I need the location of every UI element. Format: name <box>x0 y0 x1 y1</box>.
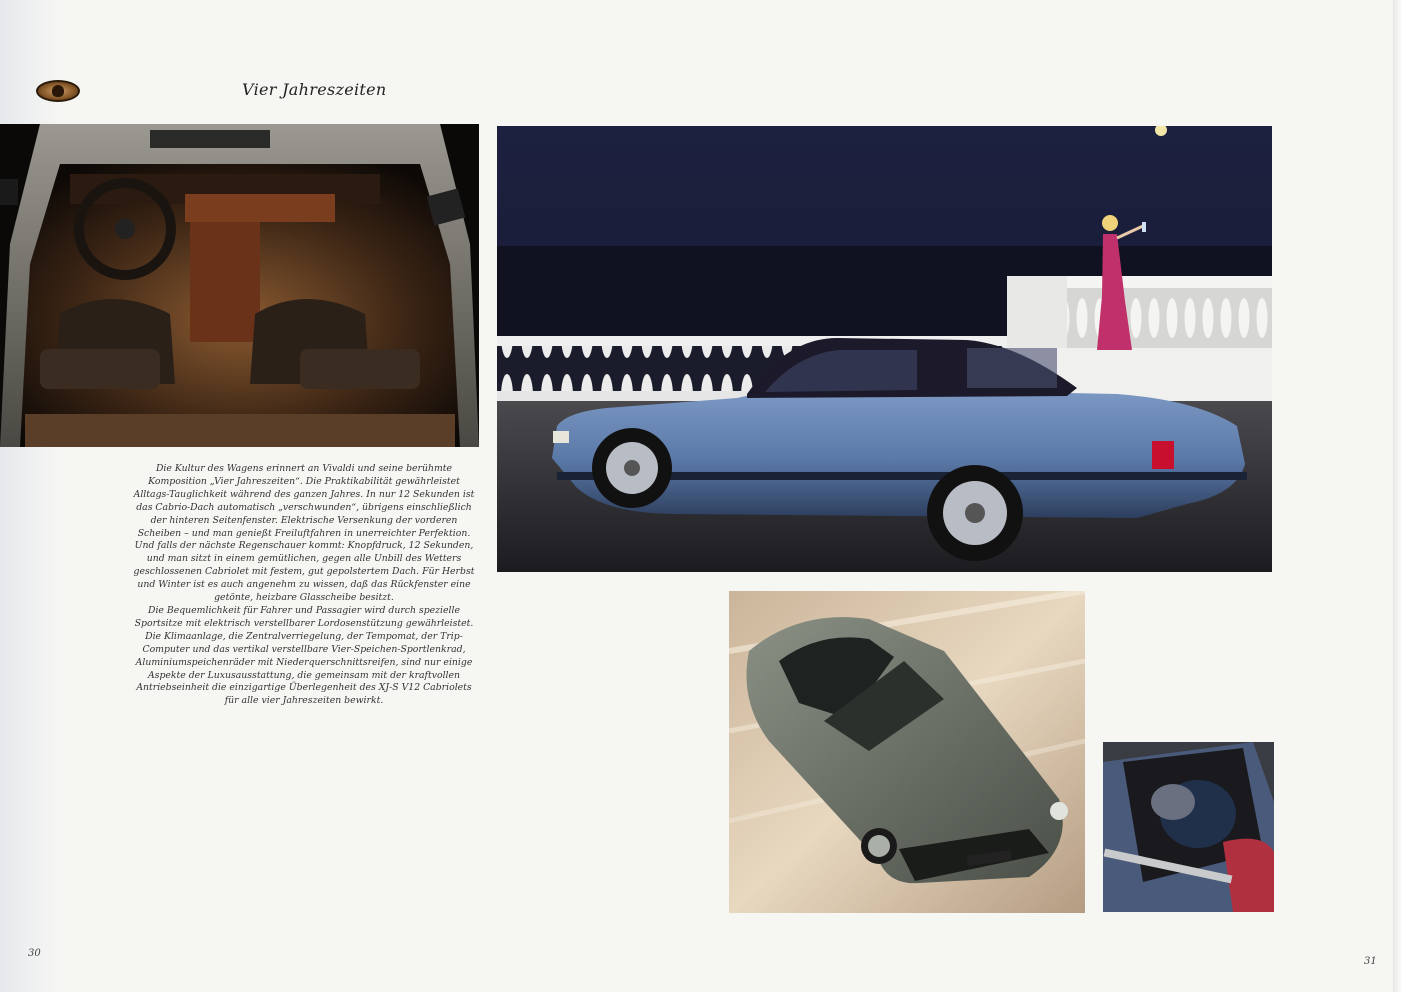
overhead-car-photo <box>729 591 1085 913</box>
page-number-left: 30 <box>28 948 41 959</box>
page-number-right: 31 <box>1364 956 1377 967</box>
page-edge <box>1393 0 1403 992</box>
body-paragraph: Die Kultur des Wagens erinnert an Vivaldi und seine berühmte Komposition „Vier Jahreszeiten“. Die Praktikabilität gewährleistet Alltags-Tauglichkeit während des ganzen Jahres. In nur 12 Sekunden ist das Cabrio-Dach automatisch „verschwunden“, übrigens einschließlich der hinteren Seitenfenster. Elektrische Versenkung der vorderen Scheiben – und man genießt Freiluftfahren in unerreichter Perfektion. Und falls der nächste Regenschauer kommt: Knopfdruck, 12 Sekunden, und man sitzt in einem gemütlichen, gegen alle Unbill des Wetters geschlossenen Cabriolet mit festem, gut gepolstertem Dach. Für Herbst und Winter ist es auch angenehm zu wissen, daß das Rückfenster eine getönte, heizbare Glasscheibe besitzt. <box>133 463 475 604</box>
interior-photo <box>0 124 479 447</box>
main-photo <box>497 126 1272 572</box>
page-title: Vier Jahreszeiten <box>242 80 387 99</box>
body-copy <box>130 463 478 708</box>
body-paragraph: Die Bequemlichkeit für Fahrer und Passagier wird durch spezielle Sportsitze mit elektrisch verstellbarer Lordosenstützung gewährleistet. <box>134 604 474 629</box>
jaguar-emblem-icon <box>36 80 80 102</box>
body-paragraph: Die Klimaanlage, die Zentralverriegelung, der Tempomat, der Trip-Computer und das vertikal verstellbare Vier-Speichen-Sportlenkrad, Aluminiumspeichenräder mit Niederquerschnittsreifen, sind nur einige Aspekte der Luxusausstattung, die gemeinsam mit der kraftvollen Antriebseinheit die einzigartige Überlegenheit des XJ-S V12 Cabriolets für alle vier Jahreszeiten bewirkt. <box>135 630 473 707</box>
boot-photo <box>1103 742 1274 912</box>
